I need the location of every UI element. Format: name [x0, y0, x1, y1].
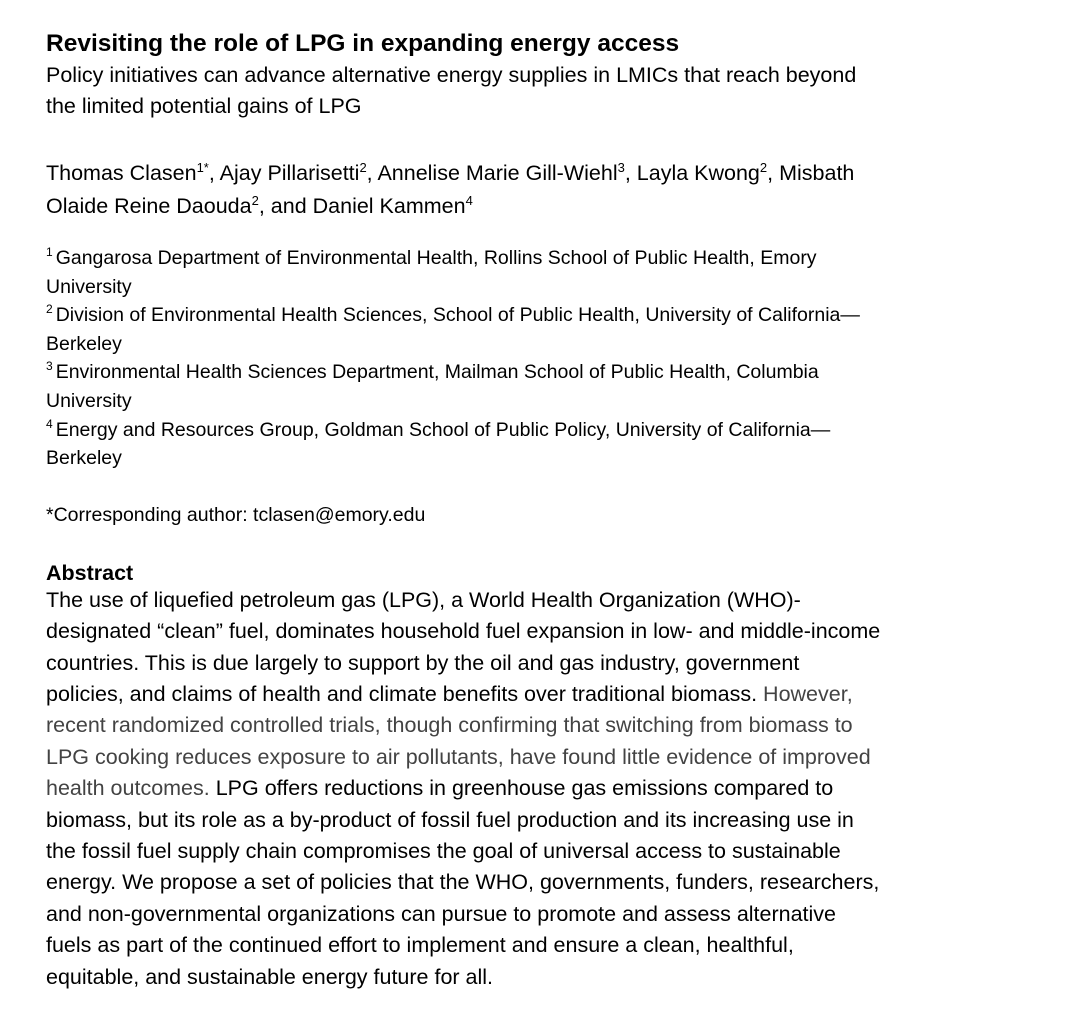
abstract-line — [46, 616, 1046, 647]
abstract-line — [46, 742, 1046, 773]
author-line — [46, 157, 1046, 190]
author-name: Layla Kwong — [636, 161, 760, 185]
author-name: Ajay Pillarisetti — [219, 161, 360, 185]
abstract-body — [46, 585, 1046, 993]
abstract-line — [46, 648, 1046, 679]
author-affiliation-mark: 2 — [251, 193, 259, 208]
affiliation-text: University — [46, 275, 132, 298]
abstract-text: LPG offers reductions in greenhouse gas emissions compared to — [209, 776, 834, 801]
author-affiliation-mark: 2 — [759, 160, 768, 175]
author-separator: , — [624, 161, 637, 185]
abstract-line — [46, 679, 1046, 710]
abstract-line — [46, 773, 1046, 804]
author-affiliation-mark: 3 — [617, 160, 625, 175]
subtitle-line: the limited potential gains of LPG — [46, 94, 362, 118]
abstract-line — [46, 867, 1046, 898]
abstract-line — [46, 930, 1046, 961]
affiliation-number: 3 — [46, 359, 53, 374]
abstract-line — [46, 899, 1046, 930]
paper-title: Revisiting the role of LPG in expanding energy access — [46, 30, 680, 57]
author-separator: , — [208, 161, 220, 185]
affiliation-item — [46, 358, 1046, 415]
affiliation-item — [46, 244, 1046, 301]
corresponding-author: *Corresponding author: tclasen@emory.edu — [46, 503, 426, 526]
subtitle-line: Policy initiatives can advance alternative energy supplies in LMICs that reach beyond — [46, 63, 857, 87]
abstract-text: fuels as part of the continued effort to implement and ensure a clean, healthful, — [46, 933, 794, 958]
author-affiliation-mark: 2 — [359, 160, 367, 175]
affiliation-text: Division of Environmental Health Sciences, School of Public Health, University of California— — [55, 304, 860, 327]
affiliation-item — [46, 416, 1046, 473]
abstract-heading: Abstract — [46, 560, 134, 585]
author-separator: , and — [258, 194, 313, 218]
author-separator: , — [366, 161, 378, 185]
affiliation-number: 4 — [46, 416, 53, 431]
affiliation-number: 1 — [46, 245, 53, 259]
abstract-text: designated “clean” fuel, dominates household fuel expansion in low- and middle-income — [46, 619, 881, 644]
abstract-line — [46, 962, 1046, 993]
affiliation-item — [46, 301, 1046, 358]
affiliation-list — [46, 244, 1046, 473]
abstract-line — [46, 710, 1046, 741]
affiliation-text: Berkeley — [46, 332, 122, 355]
abstract-text: policies, and claims of health and climate benefits over traditional biomass. — [46, 681, 764, 706]
abstract-line — [46, 805, 1046, 836]
abstract-line — [46, 585, 1046, 616]
author-line — [46, 190, 1046, 223]
author-name: Daniel Kammen — [312, 194, 466, 218]
abstract-gray-text: However, — [763, 681, 853, 706]
affiliation-text: Environmental Health Sciences Department, Mailman School of Public Health, Columbia — [55, 361, 819, 384]
abstract-text: The use of liquefied petroleum gas (LPG), a World Health Organization (WHO)- — [46, 587, 801, 612]
paper-page — [46, 28, 1046, 993]
affiliation-text: University — [46, 389, 132, 412]
author-affiliation-mark: 4 — [465, 193, 473, 208]
abstract-line — [46, 836, 1046, 867]
abstract-text: the fossil fuel supply chain compromises the goal of universal access to sustainable — [46, 839, 841, 863]
author-name: Annelise Marie Gill-Wiehl — [377, 161, 618, 185]
abstract-text: and non-governmental organizations can pursue to promote and assess alternative — [46, 901, 837, 926]
abstract-text: biomass, but its role as a by-product of fossil fuel production and its increasing use in — [46, 807, 854, 832]
author-list — [46, 157, 1046, 223]
abstract-text: countries. This is due largely to support by the oil and gas industry, government — [46, 650, 800, 675]
abstract-text: energy. We propose a set of policies that the WHO, governments, funders, researchers, — [46, 870, 880, 895]
author-affiliation-mark: 1* — [196, 160, 209, 175]
abstract-gray-text: LPG cooking reduces exposure to air pollutants, have found little evidence of improved — [46, 744, 871, 769]
abstract-gray-text: recent randomized controlled trials, though confirming that switching from biomass to — [46, 713, 853, 738]
abstract-text: equitable, and sustainable energy future for all. — [46, 964, 494, 989]
author-name: Thomas Clasen — [46, 161, 197, 185]
affiliation-number: 2 — [46, 302, 53, 317]
affiliation-text: Energy and Resources Group, Goldman School of Public Policy, University of California— — [55, 418, 831, 441]
abstract-gray-text: health outcomes. — [46, 776, 210, 801]
affiliation-text: Gangarosa Department of Environmental Health, Rollins School of Public Health, Emory — [55, 247, 817, 269]
paper-subtitle — [46, 60, 1046, 122]
author-name: Olaide Reine Daouda — [46, 194, 252, 218]
author-separator: , Misbath — [767, 161, 855, 185]
affiliation-text: Berkeley — [46, 447, 122, 470]
